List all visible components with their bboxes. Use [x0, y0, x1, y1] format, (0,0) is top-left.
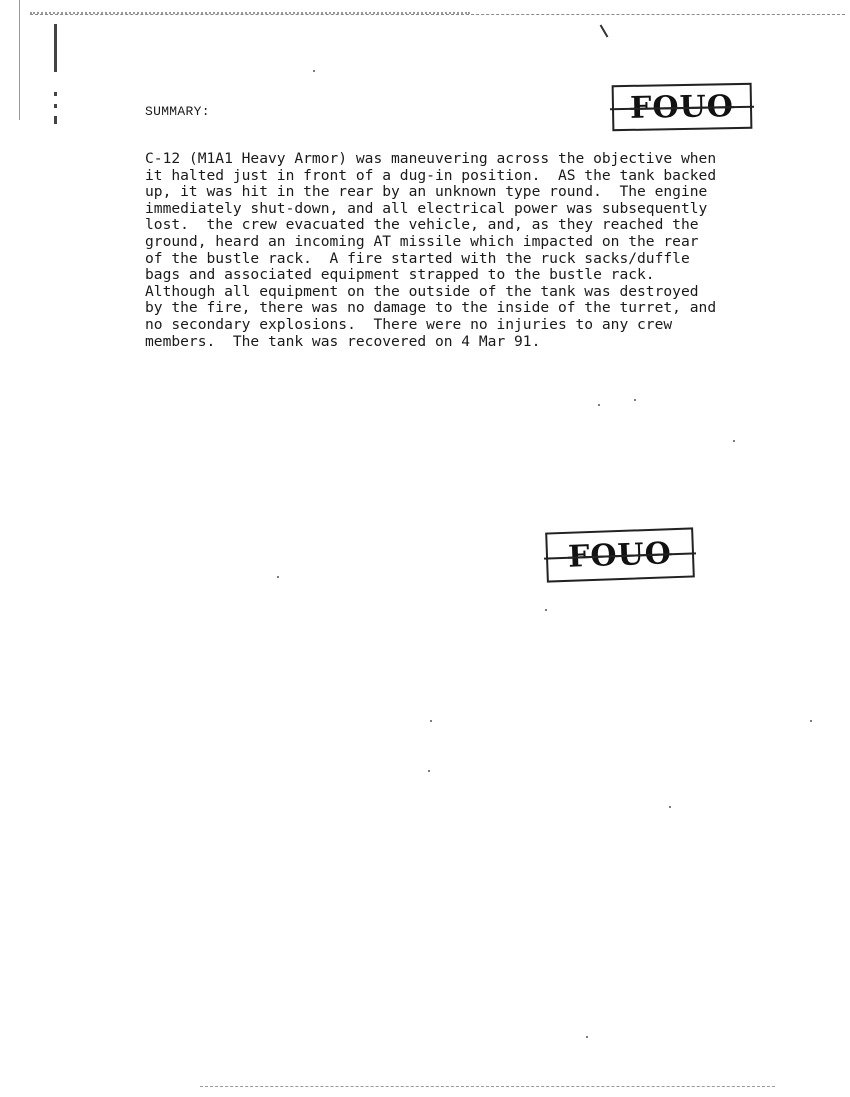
scan-speck: [430, 720, 432, 722]
body-line: ground, heard an incoming AT missile which impacted on the rear: [145, 232, 699, 250]
scan-speck: [277, 576, 279, 578]
scan-speck: [733, 440, 735, 442]
body-line: C-12 (M1A1 Heavy Armor) was maneuvering across the objective when: [145, 150, 717, 167]
scan-speck: [428, 770, 430, 772]
fouo-stamp: FOUO: [612, 83, 753, 131]
binder-mark: [54, 104, 57, 108]
body-line: lost. the crew evacuated the vehicle, and, as they reached the: [145, 216, 699, 234]
scan-speck: [669, 806, 671, 808]
scan-top-line-dotted: [30, 12, 470, 14]
scan-speck: [545, 609, 547, 611]
body-line: it halted just in front of a dug-in position. AS the tank backed: [145, 166, 717, 184]
summary-body: [145, 151, 810, 350]
fouo-stamp: FOUO: [545, 527, 695, 582]
scan-speck: [313, 70, 315, 72]
body-line: members. The tank was recovered on 4 Mar 91.: [145, 332, 541, 350]
left-rule: [19, 0, 20, 120]
body-line: up, it was hit in the rear by an unknown type round. The engine: [145, 183, 708, 201]
body-line: of the bustle rack. A fire started with the ruck sacks/duffle: [145, 249, 690, 267]
scan-speck: [810, 720, 812, 722]
body-line: no secondary explosions. There were no injuries to any crew: [145, 315, 673, 333]
scan-speck: [598, 404, 600, 406]
scan-speck: [634, 399, 636, 401]
body-line: by the fire, there was no damage to the inside of the turret, and: [145, 299, 717, 317]
body-line: bags and associated equipment strapped to the bustle rack.: [145, 266, 655, 284]
scan-tick: [600, 24, 609, 37]
scan-bottom-line: [200, 1086, 775, 1087]
body-line: Although all equipment on the outside of the tank was destroyed: [145, 282, 699, 300]
binder-mark: [54, 116, 57, 124]
binder-mark: [54, 24, 57, 72]
scan-top-line: [30, 14, 845, 15]
summary-heading: SUMMARY:: [145, 104, 210, 119]
scan-speck: [586, 1036, 588, 1038]
body-line: immediately shut-down, and all electrical power was subsequently: [145, 199, 708, 217]
binder-mark: [54, 92, 57, 96]
